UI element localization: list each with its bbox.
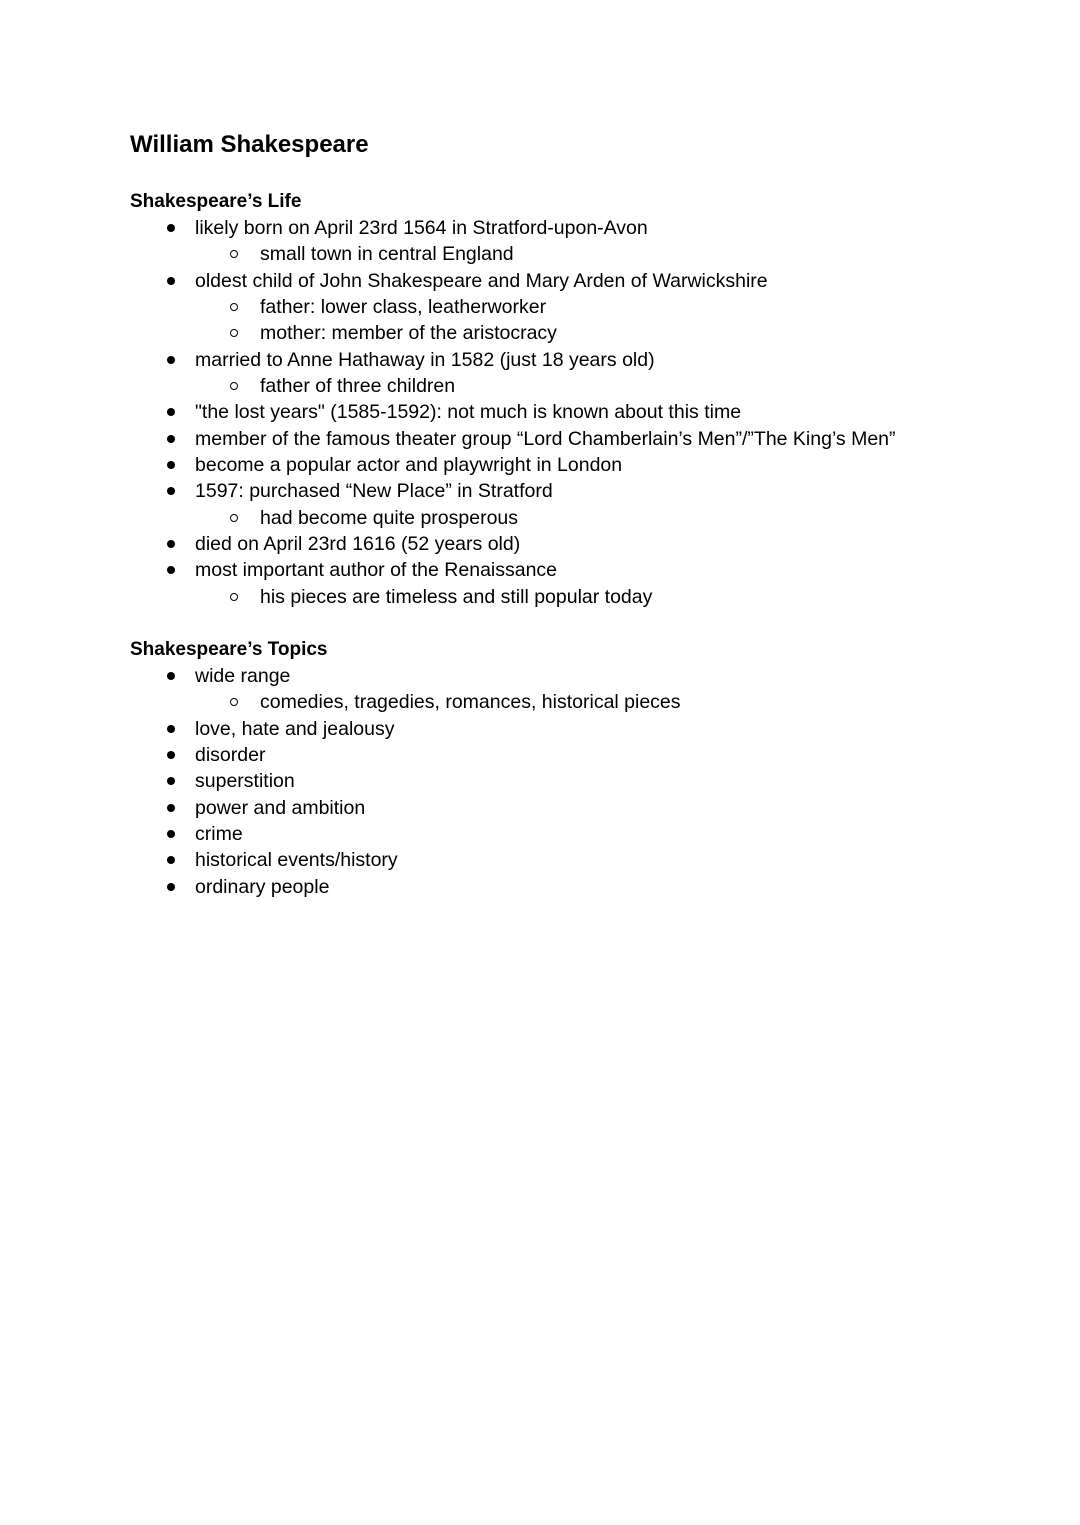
bullet-circle-icon — [230, 514, 238, 522]
list-item — [130, 874, 1030, 900]
section-topics — [130, 637, 1030, 900]
list-item — [130, 268, 1030, 294]
list-item — [130, 531, 1030, 557]
list-item-text: 1597: purchased “New Place” in Stratford — [195, 480, 553, 503]
bullet-list — [130, 215, 1030, 610]
section-heading: Shakespeare’s Topics — [130, 639, 328, 660]
bullet-circle-icon — [230, 329, 238, 337]
section-heading: Shakespeare’s Life — [130, 191, 302, 212]
bullet-dot-icon — [167, 224, 175, 232]
bullet-dot-icon — [167, 566, 175, 574]
sub-list-item — [130, 241, 1030, 267]
sub-list-item — [130, 505, 1030, 531]
list-item-text: historical events/history — [195, 849, 398, 872]
list-item-text: disorder — [195, 744, 266, 767]
sub-list-item — [130, 373, 1030, 399]
bullet-dot-icon — [167, 672, 175, 680]
list-item — [130, 847, 1030, 873]
list-item — [130, 821, 1030, 847]
bullet-dot-icon — [167, 540, 175, 548]
list-item — [130, 768, 1030, 794]
bullet-dot-icon — [167, 883, 175, 891]
list-item-text: become a popular actor and playwright in London — [195, 454, 623, 477]
bullet-dot-icon — [167, 804, 175, 812]
bullet-dot-icon — [167, 277, 175, 285]
list-item — [130, 215, 1030, 241]
sub-list-item — [130, 584, 1030, 610]
list-item — [130, 426, 1030, 452]
bullet-circle-icon — [230, 382, 238, 390]
sub-list-item-text: father of three children — [260, 375, 456, 398]
list-item — [130, 795, 1030, 821]
sub-list-item — [130, 294, 1030, 320]
list-item — [130, 742, 1030, 768]
list-item — [130, 478, 1030, 504]
bullet-dot-icon — [167, 408, 175, 416]
list-item-text: "the lost years" (1585-1592): not much is known about this time — [195, 401, 742, 424]
bullet-circle-icon — [230, 593, 238, 601]
bullet-dot-icon — [167, 830, 175, 838]
list-item — [130, 399, 1030, 425]
bullet-dot-icon — [167, 356, 175, 364]
list-item — [130, 663, 1030, 689]
sub-list-item-text: small town in central England — [260, 243, 514, 266]
list-item-text: likely born on April 23rd 1564 in Stratford-upon-Avon — [195, 217, 648, 239]
bullet-dot-icon — [167, 487, 175, 495]
list-item-text: crime — [195, 823, 243, 846]
list-item-text: died on April 23rd 1616 (52 years old) — [195, 533, 521, 556]
sub-list-item — [130, 689, 1030, 715]
list-item-text: superstition — [195, 770, 295, 793]
list-item — [130, 347, 1030, 373]
sub-list-item-text: his pieces are timeless and still popular today — [260, 585, 653, 608]
sub-list-item-text: father: lower class, leatherworker — [260, 296, 547, 319]
section-life — [130, 189, 1030, 610]
sub-list-item-text: comedies, tragedies, romances, historical pieces — [260, 691, 681, 714]
bullet-dot-icon — [167, 461, 175, 469]
bullet-dot-icon — [167, 856, 175, 864]
list-item-text: ordinary people — [195, 875, 330, 898]
list-item — [130, 716, 1030, 742]
bullet-dot-icon — [167, 777, 175, 785]
sub-list-item-text: mother: member of the aristocracy — [260, 322, 557, 345]
list-item-text: power and ambition — [195, 796, 366, 819]
bullet-list — [130, 663, 1030, 900]
list-item-text: most important author of the Renaissance — [195, 559, 558, 582]
bullet-dot-icon — [167, 435, 175, 443]
bullet-dot-icon — [167, 725, 175, 733]
list-item — [130, 452, 1030, 478]
list-item-text: love, hate and jealousy — [195, 717, 395, 740]
sub-list-item-text: had become quite prosperous — [260, 506, 519, 529]
list-item-text: oldest child of John Shakespeare and Mary Arden of Warwickshire — [195, 269, 768, 292]
bullet-circle-icon — [230, 303, 238, 311]
list-item-text: member of the famous theater group “Lord Chamberlain’s Men”/”The King’s Men” — [195, 427, 896, 450]
bullet-circle-icon — [230, 250, 238, 258]
bullet-circle-icon — [230, 698, 238, 706]
sub-list-item — [130, 320, 1030, 346]
document-title: William Shakespeare — [130, 131, 369, 158]
bullet-dot-icon — [167, 751, 175, 759]
list-item-text: wide range — [195, 665, 291, 687]
list-item — [130, 557, 1030, 583]
list-item-text: married to Anne Hathaway in 1582 (just 18 years old) — [195, 348, 655, 371]
